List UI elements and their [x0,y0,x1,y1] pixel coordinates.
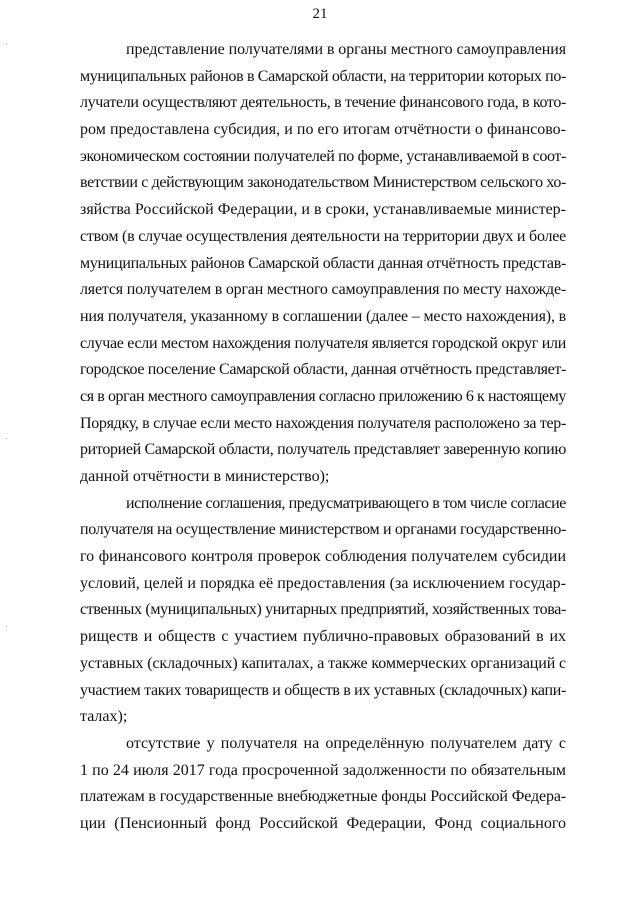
text-line: уставных (складочных) капиталах, а также коммерческих организаций с [80,654,567,672]
text-line: отсутствие у получателя на определённую получателем дату с [126,734,566,752]
text-line: данной отчётности в министерство); [80,468,330,485]
text-line: риторией Самарской области, получатель представляет заверенную копию [80,441,567,459]
text-line: экономическом состоянии получателей по форме, устанавливаемой в соот- [80,147,567,165]
text-line: ния получателя, указанному в соглашении (далее – место нахождения), в [80,307,567,325]
text-line: ственных (муниципальных) унитарных предприятий, хозяйственных това- [80,601,567,619]
text-line: платежам в государственные внебюджетные фонды Российской Федера- [80,788,566,806]
scan-edge-mark [6,626,7,627]
text-line: муниципальных районов Самарской области данная отчётность представ- [80,254,566,272]
text-line: исполнение соглашения, предусматривающего в том числе согласие [126,494,566,512]
scan-edge-mark [6,44,7,45]
text-line: талах); [80,708,128,726]
text-line: го финансового контроля проверок соблюдения получателем субсидии [80,548,566,566]
text-line: зяйства Российской Федерации, и в сроки, устанавливаемые министер- [80,201,566,219]
text-line: ством (в случае осуществления деятельности на территории двух и более [80,227,567,245]
page-number: 21 [312,6,328,22]
text-line: лучатели осуществляют деятельность, в течение финансового года, в кото- [80,94,567,112]
text-line: 1 по 24 июля 2017 года просроченной задолженности по обязательным [80,761,566,779]
document-body [80,37,566,838]
text-line: условий, целей и порядка её предоставления (за исключением государ- [80,574,566,592]
text-line: Порядку, в случае если место нахождения получателя расположено за тер- [80,414,567,432]
text-line: получателя на осуществление министерством и органами государственно- [80,521,567,539]
text-line: ром предоставлена субсидия, и по его итогам отчётности о финансово- [80,121,566,139]
text-line: муниципальных районов в Самарской области, на территории которых по- [80,67,566,85]
text-line: ветствии с действующим законодательством Министерством сельского хо- [80,174,567,192]
scan-edge-mark [6,438,7,439]
text-line: участием таких товариществ и обществ в их уставных (складочных) капи- [80,681,566,699]
text-line: ляется получателем в орган местного самоуправления по месту нахожде- [80,281,567,299]
text-line: представление получателями в органы местного самоуправления [126,41,566,58]
text-line: ции (Пенсионный фонд Российской Федерации, Фонд социального [80,814,566,832]
text-line: риществ и обществ с участием публично-правовых образований в их [80,628,566,646]
text-line: ся в орган местного самоуправления согласно приложению 6 к настоящему [80,387,567,405]
text-line: случае если местом нахождения получателя является городской округ или [80,334,566,352]
text-line: городское поселение Самарской области, данная отчётность представляет- [80,361,566,379]
